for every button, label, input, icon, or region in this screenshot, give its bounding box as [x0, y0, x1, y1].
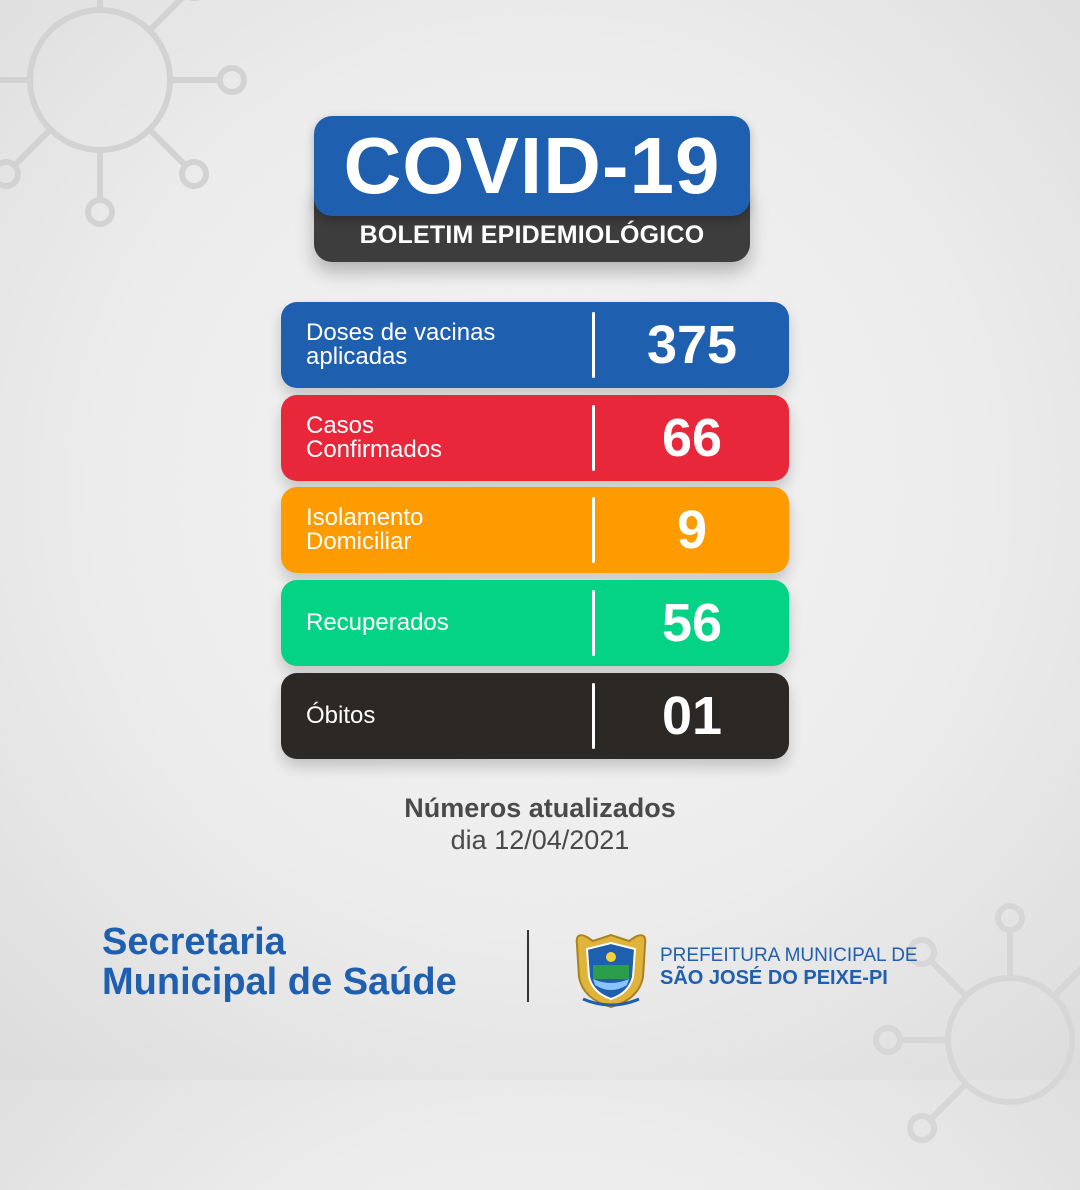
stat-value: 9	[676, 500, 708, 560]
stat-label: Casos Confirmados	[306, 412, 443, 463]
virus-icon	[0, 0, 260, 240]
stat-label: Óbitos	[306, 702, 376, 729]
stat-value: 375	[646, 315, 738, 375]
stat-card-recovered	[281, 580, 789, 666]
municipal-crest-icon	[573, 929, 649, 1009]
stat-value: 56	[661, 593, 723, 653]
virus-icon	[860, 890, 1080, 1190]
stat-card-confirmed-cases	[281, 395, 789, 481]
city-hall-label: PREFEITURA MUNICIPAL DE SÃO JOSÉ DO PEIXE-PI	[660, 945, 918, 989]
stat-label: Isolamento Domiciliar	[306, 504, 424, 555]
health-secretariat-label: Secretaria Municipal de Saúde	[102, 921, 457, 1003]
stat-card-vaccine-doses	[281, 302, 789, 388]
stat-card-deaths	[281, 673, 789, 759]
stat-card-home-isolation	[281, 487, 789, 573]
header-banner	[314, 116, 750, 262]
bulletin-subtitle: BOLETIM EPIDEMIOLÓGICO	[359, 221, 705, 249]
footer-divider	[527, 930, 529, 1002]
stat-label: Doses de vacinas aplicadas	[306, 319, 496, 370]
bulletin-title: COVID-19	[343, 121, 721, 210]
title-bar	[314, 116, 750, 216]
stat-label: Recuperados	[306, 609, 449, 636]
stat-value: 01	[661, 686, 723, 746]
update-note: Números atualizados dia 12/04/2021	[404, 793, 676, 855]
stat-value: 66	[661, 408, 723, 468]
